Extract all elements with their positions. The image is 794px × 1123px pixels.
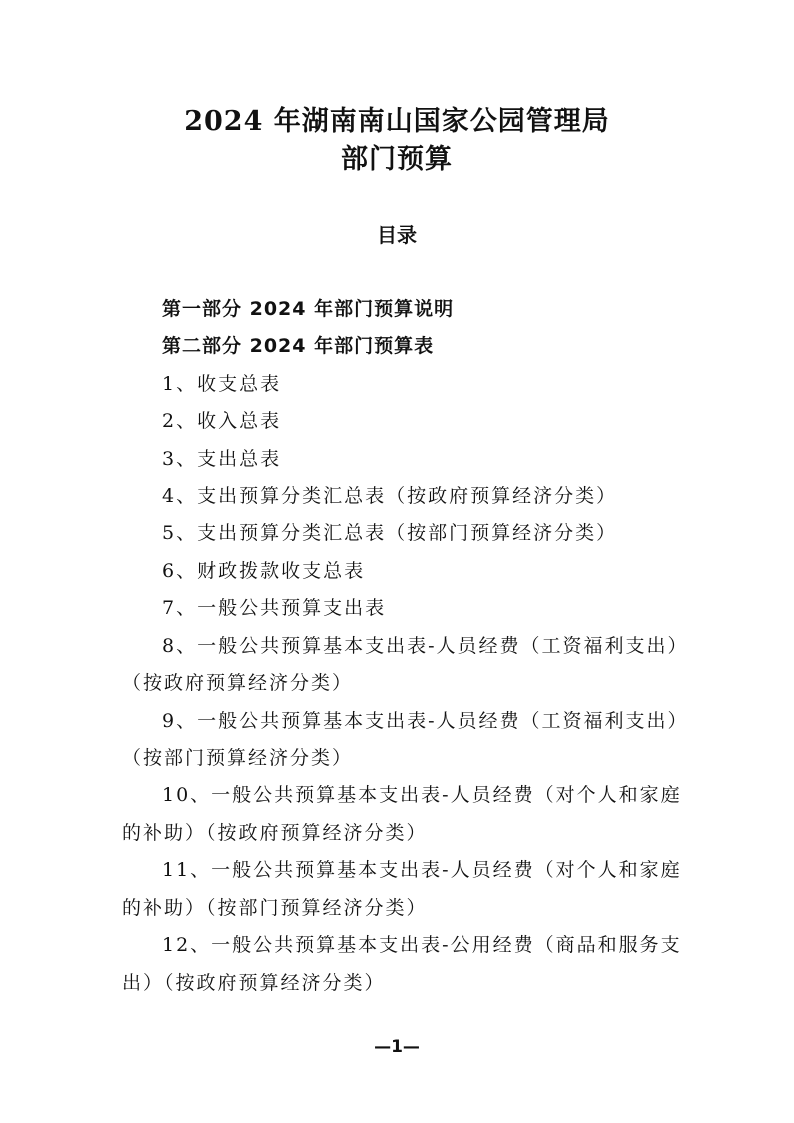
toc-entry-continuation: 的补助）（按政府预算经济分类） [122,822,428,844]
toc-entry-continuation: （按部门预算经济分类） [122,747,354,769]
toc-part-1: 第一部分 2024 年部门预算说明 [162,298,455,320]
toc-entry: 1、收支总表 [162,373,282,395]
toc-entry: 7、一般公共预算支出表 [162,597,387,619]
toc-heading: 目录 [377,223,417,247]
toc-entry-continuation: 出）（按政府预算经济分类） [122,972,386,994]
toc-entry: 9、一般公共预算基本支出表-人员经费（工资福利支出） [162,710,689,732]
document-title-line-1: 2024 年湖南南山国家公园管理局 [184,106,610,137]
toc-entry: 12、一般公共预算基本支出表-公用经费（商品和服务支 [162,934,682,956]
toc-entry: 3、支出总表 [162,448,282,470]
toc-part-2: 第二部分 2024 年部门预算表 [162,335,435,357]
toc-entry: 10、一般公共预算基本支出表-人员经费（对个人和家庭 [162,784,682,806]
toc-entry: 11、一般公共预算基本支出表-人员经费（对个人和家庭 [162,859,682,881]
toc-entry-continuation: 的补助）（按部门预算经济分类） [122,897,428,919]
toc-entry-continuation: （按政府预算经济分类） [122,672,354,694]
toc-entry: 6、财政拨款收支总表 [162,560,366,582]
page-number: —1— [374,1037,420,1057]
toc-entry: 2、收入总表 [162,410,282,432]
toc-entry: 8、一般公共预算基本支出表-人员经费（工资福利支出） [162,635,689,657]
document-title-line-2: 部门预算 [341,144,453,175]
toc-entry: 4、支出预算分类汇总表（按政府预算经济分类） [162,485,618,507]
toc-entry: 5、支出预算分类汇总表（按部门预算经济分类） [162,522,618,544]
